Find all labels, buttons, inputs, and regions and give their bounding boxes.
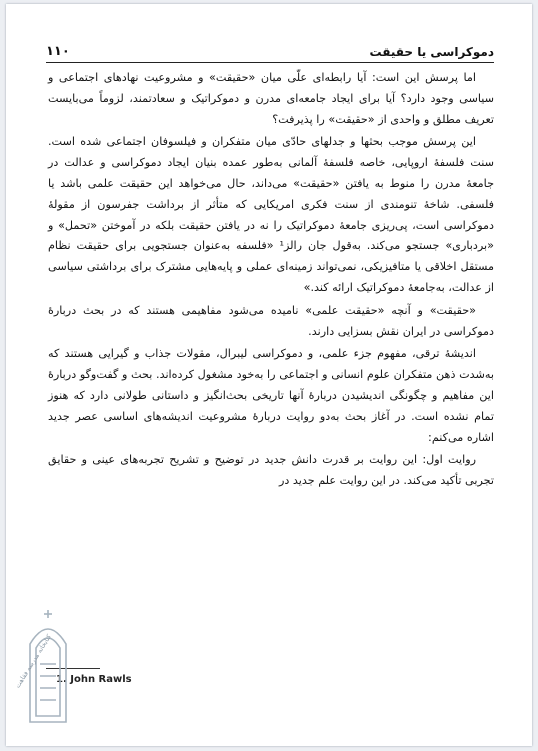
page-header — [46, 40, 494, 63]
paragraph-2: این پرسش موجب بحثها و جدلهای حادّی میان متفکران و فیلسوفان اجتماعی شده است. سنت فلسفهٔ اروپایی، خاصه فلسفهٔ آلمانی به‌طور عمده بنیان ایجاد دموکراسی و عدالت در جامعهٔ مدرن را منوط به یافتن «حقیقت» می‌داند، حال می‌خواهد این حقیقت علمی باشد یا فلسفی. شاخهٔ تنومندی از سنت فکری امریکایی که متأثر از برداشت جفرسون از مقولهٔ دموکراسی است، پی‌ریزی جامعهٔ دموکراتیک را نه در یافتن حقیقت بلکه در آموختن «تحمل» و «بردباری» جستجو می‌کند. به‌قول جان رالز¹ «فلسفه به‌عنوان جستجویی برای حقیقت نظام مستقل اخلاقی یا متافیزیکی، نمی‌تواند زمینه‌ای عملی و پایه‌هایی مشترک برای برداشتی سیاسی از عدالت، به‌جامعهٔ دموکراتیک ارائه کند.» — [48, 135, 494, 294]
stamp-text: کتابخانه مدرسه فقاهت — [13, 632, 53, 690]
scanned-page — [6, 4, 532, 746]
paragraph-1: اما پرسش این است: آیا رابطه‌ای علّی میان «حقیقت» و مشروعیت نهادهای اجتماعی و سیاسی وجود دارد؟ آیا برای ایجاد جامعه‌ای مدرن و دموکراتیک و سعادتمند، لزوماً می‌بایست تعریف مطلق و واحدی از «حقیقت» را پذیرفت؟ — [48, 71, 494, 126]
running-title: دموکراسی یا حقیقت — [369, 45, 494, 59]
body-text — [48, 68, 494, 494]
paragraph-3: «حقیقت» و آنچه «حقیقت علمی» نامیده می‌شود مفاهیمی هستند که در بحث دربارهٔ دموکراسی در ایران نقش بسزایی دارند. — [48, 303, 494, 338]
footnote: 1. John Rawls — [56, 674, 132, 685]
paragraph-4: اندیشهٔ ترقی، مفهوم جزء علمی، و دموکراسی لیبرال، مقولات جذاب و گیرایی هستند که به‌شدت ذهن متفکران علوم انسانی و اجتماعی را به‌خود مشغول کرده‌اند. بحث و گفت‌وگو دربارهٔ این مفاهیم و چگونگی اندیشیدن دربارهٔ آنها تاریخی بحث‌انگیز و داستانی طولانی دارد که هنوز تمام نشده است. در آغاز بحث به‌دو روایت دربارهٔ مشروعیت اندیشه‌های اساسی عصر جدید اشاره می‌کنم: — [48, 347, 494, 444]
page-number: ۱۱۰ — [46, 44, 70, 59]
paragraph-5: روایت اول: این روایت بر قدرت دانش جدید در توضیح و تشریح تجربه‌های عینی و حقایق تجربی تأکید می‌کند. در این روایت علم جدید در — [48, 453, 494, 488]
